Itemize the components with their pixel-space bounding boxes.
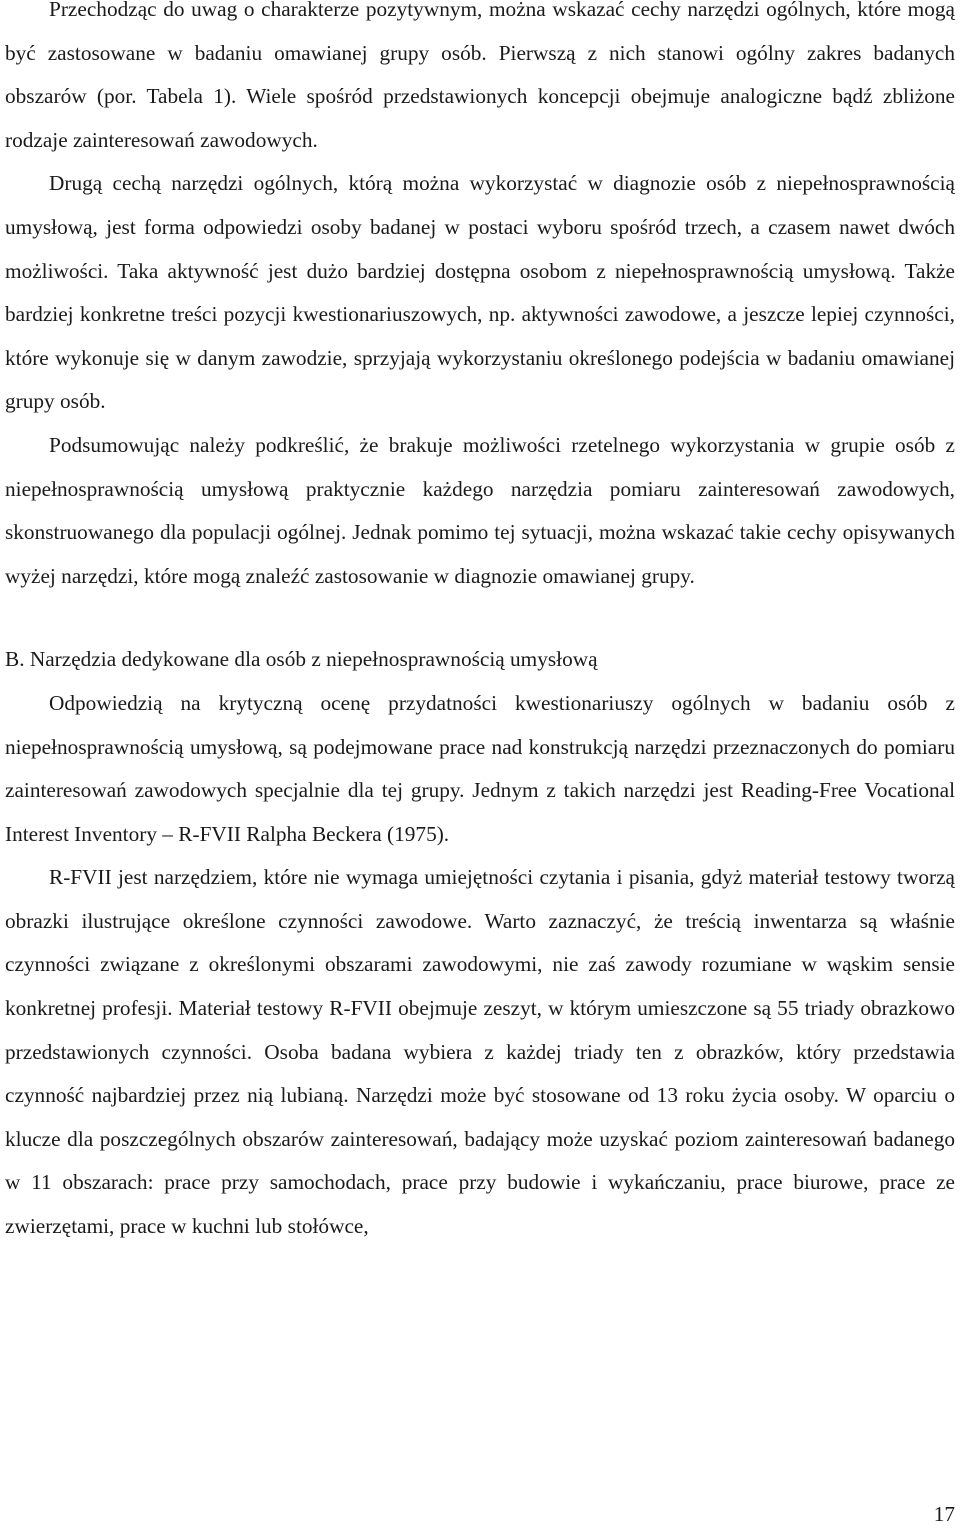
document-page — [5, 0, 955, 1249]
page-number: 17 — [933, 1502, 955, 1526]
paragraph-dedicated-tools: Odpowiedzią na krytyczną ocenę przydatności kwestionariuszy ogólnych w badaniu osób z niepełnosprawnością umysłową, są podejmowane prace nad konstrukcją narzędzi przeznaczonych do pomiaru zainteresowań zawodowych specjalnie dla tej grupy. Jednym z takich narzędzi jest Reading-Free Vocational Interest Inventory – R-FVII Ralpha Beckera (1975). — [5, 690, 955, 846]
paragraph-positive-features: Przechodząc do uwag o charakterze pozytywnym, można wskazać cechy narzędzi ogólnych, które mogą być zastosowane w badaniu omawianej grupy osób. Pierwszą z nich stanowi ogólny zakres badanych obszarów (por. Tabela 1). Wiele spośród przedstawionych koncepcji obejmuje analogiczne bądź zbliżone rodzaje zainteresowań zawodowych. — [5, 0, 955, 152]
paragraph-summary: Podsumowując należy podkreślić, że brakuje możliwości rzetelnego wykorzystania w grupie osób z niepełnosprawnością umysłową praktycznie każdego narzędzia pomiaru zainteresowań zawodowych, skonstruowanego dla populacji ogólnej. Jednak pomimo tej sytuacji, można wskazać takie cechy opisywanych wyżej narzędzi, które mogą znaleźć zastosowanie w diagnozie omawianej grupy. — [5, 432, 955, 588]
paragraph-rfvii-description: R-FVII jest narzędziem, które nie wymaga umiejętności czytania i pisania, gdyż materiał testowy tworzą obrazki ilustrujące określone czynności zawodowe. Warto zaznaczyć, że treścią inwentarza są właśnie czynności związane z określonymi obszarami zawodowymi, nie zaś zawody rozumiane w wąskim sensie konkretnej profesji. Materiał testowy R-FVII obejmuje zeszyt, w którym umieszczone są 55 triady obrazkowo przedstawionych czynności. Osoba badana wybiera z każdej triady ten z obrazków, który przedstawia czynność najbardziej przez nią lubianą. Narzędzi może być stosowane od 13 roku życia osoby. W oparciu o klucze dla poszczególnych obszarów zainteresowań, badający może uzyskać poziom zainteresowań badanego w 11 obszarach: prace przy samochodach, prace przy budowie i wykańczaniu, prace biurowe, prace ze zwierzętami, prace w kuchni lub stołówce, — [5, 865, 955, 1239]
paragraph-response-form: Drugą cechą narzędzi ogólnych, którą można wykorzystać w diagnozie osób z niepełnosprawnością umysłową, jest forma odpowiedzi osoby badanej w postaci wyboru spośród trzech, a czasem nawet dwóch możliwości. Taka aktywność jest dużo bardziej dostępna osobom z niepełnosprawnością umysłową. Także bardziej konkretne treści pozycji kwestionariuszowych, np. aktywności zawodowe, a jeszcze lepiej czynności, które wykonuje się w danym zawodzie, sprzyjają wykorzystaniu określonego podejścia w badaniu omawianej grupy osób. — [5, 171, 955, 414]
section-heading: B. Narzędzia dedykowane dla osób z niepełnosprawnością umysłową — [5, 647, 598, 672]
